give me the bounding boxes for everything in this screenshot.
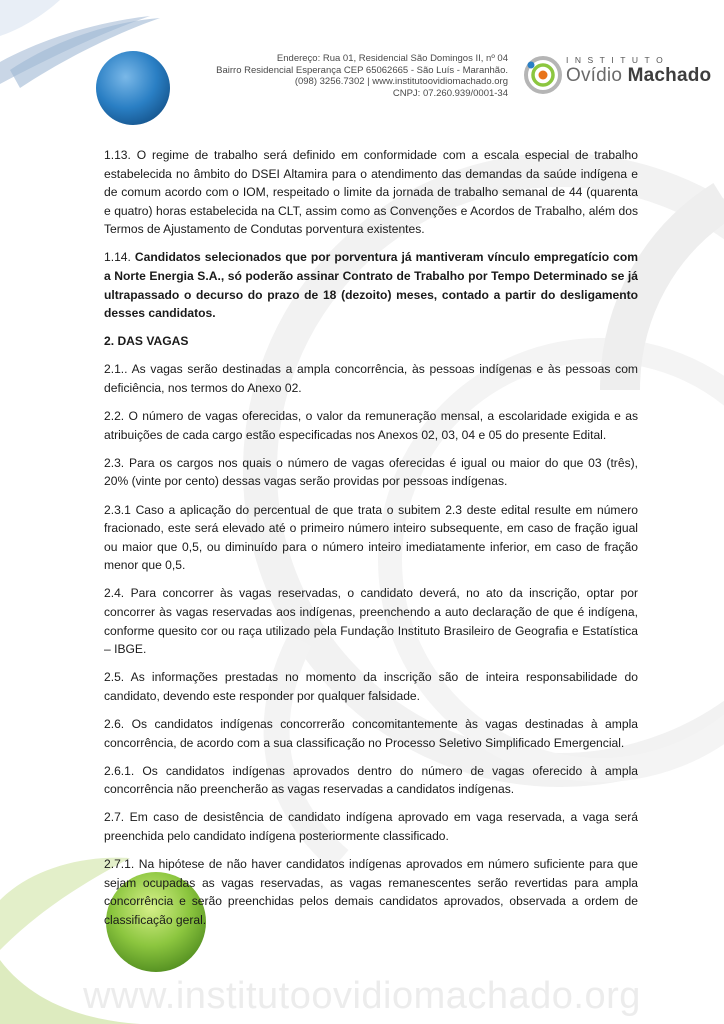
address-line: Endereço: Rua 01, Residencial São Domingos II, nº 04: [276, 53, 508, 64]
top-left-blue-swoosh: [0, 0, 170, 125]
paragraph-1-14: [104, 248, 638, 322]
paragraph-2-2: 2.2. O número de vagas oferecidas, o valor da remuneração mensal, a escolaridade exigida e as atribuições de cada cargo estão especificadas nos Anexos 02, 03, 04 e 05 do presente Edital.: [104, 409, 638, 442]
instituto-ovidio-machado-logo-icon: [522, 54, 566, 96]
footer-website-watermark: www.institutoovidiomachado.org: [83, 975, 641, 1017]
paragraph-2-5: 2.5. As informações prestadas no momento da inscrição são de inteira responsabilidade do candidato, devendo este responder por qualquer falsidade.: [104, 670, 638, 703]
logo-top-text: INSTITUTO: [566, 55, 670, 65]
institute-logo: [522, 54, 712, 96]
paragraph-1-14-number: 1.14.: [104, 250, 131, 265]
paragraph-2-3: 2.3. Para os cargos nos quais o número de vagas oferecidas é igual ou maior do que 03 (três), 20% (vinte por cento) dessas vagas serão providas por pessoas indígenas.: [104, 455, 638, 489]
paragraph-2-3-1: 2.3.1 Caso a aplicação do percentual de que trata o subitem 2.3 deste edital resulte em número fracionado, este será elevado até o primeiro número inteiro subsequente, em caso de fração igual ou maior que 0,5, ou diminuído para o número inteiro imediatamente inferior, em caso de fração menor que 0,5.: [104, 502, 638, 573]
document-body: [104, 146, 638, 939]
paragraph-2-6: 2.6. Os candidatos indígenas concorrerão concomitantemente às vagas destinadas à ampla concorrência, de acordo com a sua classificação no Processo Seletivo Simplificado Emergencial.: [104, 716, 638, 750]
paragraph-1-14-bold-text: Candidatos selecionados que por porventura já mantiveram vínculo empregatício com a Norte Energia S.A., só poderão assinar Contrato de Trabalho por Tempo Determinado se já ultrapassado o decurso do prazo de 18 (dezoito) meses, contado a partir do desligamento desses candidatos.: [104, 250, 638, 321]
paragraph-2-7-1: 2.7.1. Na hipótese de não haver candidatos indígenas aprovados em número suficiente para que sejam ocupadas as vagas reservadas, as vagas remanescentes serão revertidas para ampla concorrência e serão preenchidas pelos demais candidatos aprovados, observada a ordem de classificação geral.: [104, 857, 638, 927]
address-line: (098) 3256.7302 | www.institutoovidiomachado.org: [294, 76, 508, 88]
paragraph-2-4: 2.4. Para concorrer às vagas reservadas, o candidato deverá, no ato da inscrição, optar por concorrer às vagas reservadas aos indígenas, preenchendo a auto declaração de que é indígena, conforme quesito cor ou raça utilizado pela Fundação Instituto Brasileiro de Geografia e Estatística – IBGE.: [104, 586, 638, 657]
logo-name-bold: Machado: [627, 65, 712, 86]
logo-name: [566, 65, 711, 87]
paragraph-2-1: 2.1.. As vagas serão destinadas a ampla concorrência, às pessoas indígenas e às pessoas com deficiência, nos termos do Anexo 02.: [104, 362, 638, 396]
header-address: [198, 53, 508, 99]
logo-name-light: Ovídio: [566, 65, 623, 86]
section-title-das-vagas: 2. DAS VAGAS: [104, 334, 189, 349]
paragraph-2-7: 2.7. Em caso de desistência de candidato indígena aprovado em vaga reservada, a vaga será preenchida pelo candidato indígena posteriormente classificado.: [104, 810, 638, 843]
paragraph-1-13: 1.13. O regime de trabalho será definido em conformidade com a escala especial de trabalho estabelecida no âmbito do DSEI Altamira para o atendimento das demandas da saúde indígena e de comum acordo com o IOM, respeitado o limite da jornada de trabalho semanal de 44 (quarenta e quatro) horas estabelecida na CLT, assim como as Convenções e Acordos de Trabalho, além dos Termos de Ajustamento de Condutas porventura existentes.: [104, 148, 638, 237]
paragraph-2-6-1: 2.6.1. Os candidatos indígenas aprovados dentro do número de vagas oferecido à ampla concorrência não preencherão as vagas reservadas a candidatos indígenas.: [104, 763, 638, 797]
address-line: Bairro Residencial Esperança CEP 65062665 - São Luís - Maranhão.: [216, 64, 508, 76]
address-line: CNPJ: 07.260.939/0001-34: [392, 87, 508, 99]
